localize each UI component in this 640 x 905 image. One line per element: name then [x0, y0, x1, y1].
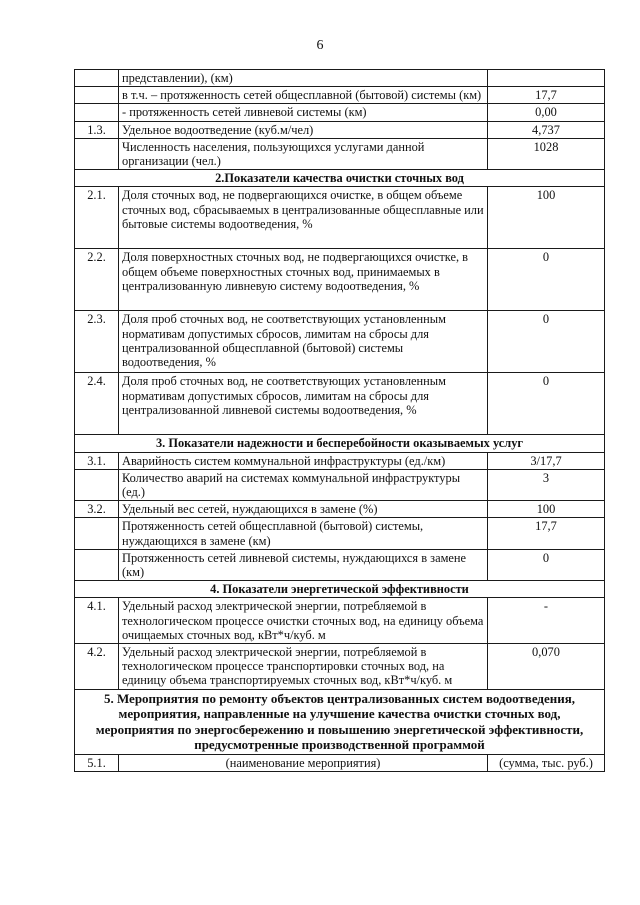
value-cell: 0,00	[488, 104, 605, 121]
num-cell: 3.1.	[75, 452, 119, 469]
table-row	[75, 138, 605, 169]
value-cell: (сумма, тыс. руб.)	[488, 755, 605, 772]
text-cell: (наименование мероприятия)	[119, 755, 488, 772]
text-cell: в т.ч. – протяженность сетей общесплавной (бытовой) системы (км)	[119, 87, 488, 104]
num-cell	[75, 70, 119, 87]
num-cell: 4.1.	[75, 598, 119, 644]
table-row	[75, 549, 605, 580]
text-cell: Удельный расход электрической энергии, потребляемой в технологическом процессе очистки сточных вод, на единицу объема очищаемых сточных вод, кВт*ч/куб. м	[119, 598, 488, 644]
num-cell: 2.4.	[75, 373, 119, 435]
value-cell: 4,737	[488, 121, 605, 138]
section-header-row	[75, 581, 605, 598]
table-row	[75, 755, 605, 772]
num-cell	[75, 469, 119, 500]
value-cell: 0	[488, 373, 605, 435]
table-row	[75, 469, 605, 500]
text-cell: Протяженность сетей общесплавной (бытовой) системы, нуждающихся в замене (км)	[119, 518, 488, 549]
value-cell: -	[488, 598, 605, 644]
indicators-table	[74, 69, 605, 772]
value-cell	[488, 70, 605, 87]
num-cell: 2.2.	[75, 249, 119, 311]
table-row	[75, 87, 605, 104]
table-row	[75, 311, 605, 373]
num-cell: 5.1.	[75, 755, 119, 772]
value-cell: 100	[488, 501, 605, 518]
text-cell: Численность населения, пользующихся услугами данной организации (чел.)	[119, 138, 488, 169]
section-2-title: 2.Показатели качества очистки сточных вод	[75, 170, 605, 187]
table-row	[75, 104, 605, 121]
section-5-title: 5. Мероприятия по ремонту объектов централизованных систем водоотведения, мероприятия, направленные на улучшение качества очистки сточных вод, мероприятия по энергосбережению и повышению энергетической эффективности, предусмотренные производственной программой	[75, 689, 605, 754]
value-cell: 3/17,7	[488, 452, 605, 469]
value-cell: 100	[488, 187, 605, 249]
value-cell: 1028	[488, 138, 605, 169]
page-number: 6	[316, 38, 324, 53]
section-3-title: 3. Показатели надежности и бесперебойности оказываемых услуг	[75, 435, 605, 452]
value-cell: 3	[488, 469, 605, 500]
num-cell: 3.2.	[75, 501, 119, 518]
table-row	[75, 373, 605, 435]
text-cell: Удельный вес сетей, нуждающихся в замене (%)	[119, 501, 488, 518]
table-row	[75, 121, 605, 138]
table-row	[75, 187, 605, 249]
value-cell: 0	[488, 311, 605, 373]
text-cell: Аварийность систем коммунальной инфраструктуры (ед./км)	[119, 452, 488, 469]
text-cell: - протяженность сетей ливневой системы (км)	[119, 104, 488, 121]
num-cell: 2.1.	[75, 187, 119, 249]
section-header-row	[75, 689, 605, 754]
num-cell: 4.2.	[75, 644, 119, 690]
text-cell: Количество аварий на системах коммунальной инфраструктуры (ед.)	[119, 469, 488, 500]
section-header-row	[75, 170, 605, 187]
table-row	[75, 598, 605, 644]
num-cell	[75, 138, 119, 169]
table-row	[75, 501, 605, 518]
text-cell: Удельное водоотведение (куб.м/чел)	[119, 121, 488, 138]
value-cell: 0	[488, 549, 605, 580]
section-4-title: 4. Показатели энергетической эффективности	[75, 581, 605, 598]
table-row	[75, 644, 605, 690]
num-cell	[75, 549, 119, 580]
table-row	[75, 518, 605, 549]
num-cell	[75, 518, 119, 549]
value-cell: 17,7	[488, 87, 605, 104]
text-cell: Доля проб сточных вод, не соответствующих установленным нормативам допустимых сбросов, лимитам на сбросы для централизованной общесплавной (бытовой) системы водоотведения, %	[119, 311, 488, 373]
text-cell: Протяженность сетей ливневой системы, нуждающихся в замене (км)	[119, 549, 488, 580]
text-cell: Доля проб сточных вод, не соответствующих установленным нормативам допустимых сбросов, лимитам на сбросы для централизованной ливневой системы водоотведения, %	[119, 373, 488, 435]
table-row	[75, 452, 605, 469]
text-cell: Удельный расход электрической энергии, потребляемой в технологическом процессе транспортировки сточных вод, на единицу объема транспортируемых сточных вод, кВт*ч/куб. м	[119, 644, 488, 690]
text-cell: Доля поверхностных сточных вод, не подвергающихся очистке, в общем объеме поверхностных сточных вод, принимаемых в централизованную ливневую систему водоотведения, %	[119, 249, 488, 311]
table-row	[75, 70, 605, 87]
num-cell	[75, 104, 119, 121]
section-header-row	[75, 435, 605, 452]
value-cell: 0,070	[488, 644, 605, 690]
text-cell: Доля сточных вод, не подвергающихся очистке, в общем объеме сточных вод, сбрасываемых в централизованные общесплавные или бытовые системы водоотведения, %	[119, 187, 488, 249]
num-cell: 1.3.	[75, 121, 119, 138]
table-row	[75, 249, 605, 311]
num-cell: 2.3.	[75, 311, 119, 373]
value-cell: 17,7	[488, 518, 605, 549]
text-cell: представлении), (км)	[119, 70, 488, 87]
num-cell	[75, 87, 119, 104]
value-cell: 0	[488, 249, 605, 311]
